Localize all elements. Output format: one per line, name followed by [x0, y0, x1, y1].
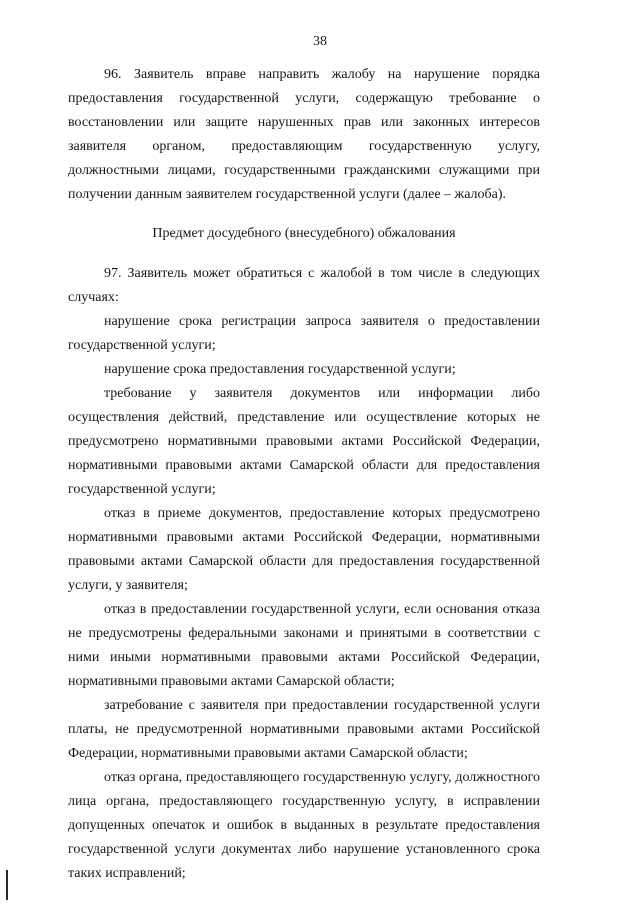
case-item: нарушение срока регистрации запроса заявителя о предоставлении государственной услуги;	[68, 314, 540, 353]
case-item: требование у заявителя документов или информации либо осуществления действий, представление или осуществление которых не предусмотрено нормативными правовыми актами Российской Федерации, нормативными правовыми актами Самарской области для предоставления государственной услуги;	[68, 386, 540, 497]
case-item: нарушение срока предоставления государственной услуги;	[104, 362, 456, 377]
paragraph-96: 96. Заявитель вправе направить жалобу на нарушение порядка предоставления государственной услуги, содержащую требование о восстановлении или защите нарушенных прав или законных интересов заявителя органом, предоставляющим государственную услугу, должностными лицами, государственными гражданскими служащими при получении данным заявителем государственной услуги (далее – жалоба).	[68, 67, 540, 202]
section-heading: Предмет досудебного (внесудебного) обжалования	[152, 226, 456, 241]
paragraph-97: 97. Заявитель может обратиться с жалобой в том числе в следующих случаях:	[68, 266, 540, 305]
case-item: затребование с заявителя при предоставлении государственной услуги платы, не предусмотренной нормативными правовыми актами Российской Федерации, нормативными правовыми актами Самарской области;	[68, 698, 540, 761]
page-number: 38	[313, 34, 327, 49]
case-item: отказ в приеме документов, предоставление которых предусмотрено нормативными правовыми актами Российской Федерации, нормативными правовыми актами Самарской области для предоставления государственной услуги, у заявителя;	[68, 506, 540, 593]
document-body	[68, 63, 540, 886]
case-item: отказ органа, предоставляющего государственную услугу, должностного лица органа, предоставляющего государственную услугу, в исправлении допущенных опечаток и ошибок в выданных в результате предоставления государственной услуги документах либо нарушение установленного срока таких исправлений;	[68, 770, 540, 881]
scan-edge-mark	[6, 870, 8, 900]
case-item: отказ в предоставлении государственной услуги, если основания отказа не предусмотрены федеральными законами и принятыми в соответствии с ними иными нормативными правовыми актами Российской Федерации, нормативными правовыми актами Самарской области;	[68, 602, 540, 689]
